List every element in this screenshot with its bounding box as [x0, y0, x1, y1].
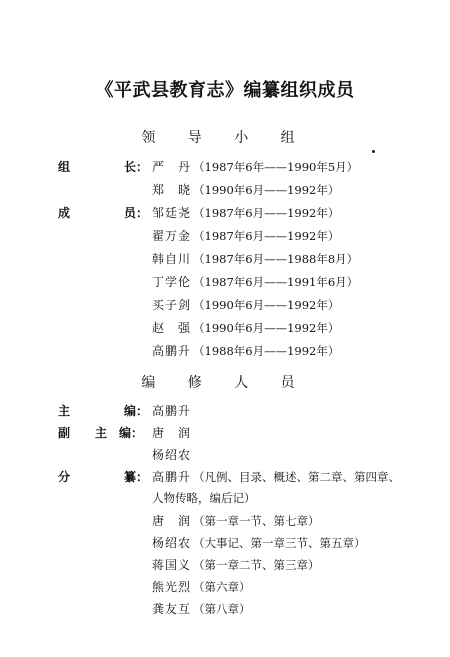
editor-entry: [152, 556, 320, 573]
role-label: 分 纂：: [58, 470, 149, 484]
member-entry: [152, 319, 339, 336]
editor-chapters: （第一章二节、第三章）: [193, 558, 320, 572]
leadership-row: [0, 158, 450, 178]
editor-row: [0, 402, 450, 422]
editor-entry: [152, 446, 191, 463]
editor-row: [0, 490, 450, 510]
editor-entry: [152, 512, 320, 529]
editor-name: 杨绍农: [152, 536, 192, 550]
editor-chapters: （第六章）: [193, 580, 251, 594]
member-name: 郑 晓: [152, 183, 192, 197]
member-term: （1987年6月——1991年6月）: [193, 275, 359, 289]
editor-name: 唐 润: [152, 426, 192, 440]
editor-name: 蒋国义: [152, 558, 192, 572]
editor-name: 龚友互: [152, 602, 192, 616]
member-entry: [152, 227, 339, 244]
member-name: 买子剑: [152, 298, 192, 312]
editor-entry: [152, 424, 191, 441]
member-term: （1987年6月——1992年）: [193, 229, 340, 243]
editor-entry: [152, 578, 251, 595]
editor-row: [0, 468, 450, 488]
leadership-row: [0, 250, 450, 270]
member-name: 韩自川: [152, 252, 192, 266]
member-term: （1990年6月——1992年）: [193, 183, 340, 197]
editor-row: [0, 600, 450, 620]
member-term: （1988年6月——1992年）: [193, 344, 340, 358]
speck-mark: [372, 150, 375, 153]
editor-row: [0, 446, 450, 466]
page-title: 《平武县教育志》编纂组织成员: [95, 80, 355, 101]
member-term: （1987年6月——1992年）: [193, 206, 340, 220]
leadership-row: [0, 273, 450, 293]
editor-name: 高鹏升: [152, 470, 192, 484]
editor-chapters: （第一章一节、第七章）: [193, 514, 320, 528]
editor-chapters: 人物传略，编后记）: [152, 491, 256, 505]
leadership-row: [0, 181, 450, 201]
leadership-row: [0, 319, 450, 339]
member-term: （1990年6月——1992年）: [193, 321, 340, 335]
editor-row: [0, 512, 450, 532]
member-name: 高鹏升: [152, 344, 192, 358]
member-name: 丁学伦: [152, 275, 192, 289]
leadership-row: [0, 204, 450, 224]
editor-entry: [152, 600, 251, 617]
role-label: 组 长：: [58, 160, 149, 174]
editor-name: 杨绍农: [152, 448, 192, 462]
leadership-row: [0, 227, 450, 247]
editor-chapters: （大事记、第一章三节、第五章）: [193, 536, 366, 550]
editor-name: 唐 润: [152, 514, 192, 528]
editor-entry: [152, 402, 191, 419]
editor-entry: [152, 490, 256, 506]
member-name: 邹廷尧: [152, 206, 192, 220]
member-entry: [152, 204, 339, 221]
editor-row: [0, 534, 450, 554]
editor-row: [0, 424, 450, 444]
member-name: 严 丹: [152, 160, 192, 174]
leadership-row: [0, 296, 450, 316]
member-entry: [152, 250, 358, 267]
editor-entry: [152, 534, 366, 551]
member-term: （1990年6月——1992年）: [193, 298, 340, 312]
member-entry: [152, 158, 358, 175]
section-heading-editors: 编 修 人 员: [141, 375, 309, 391]
member-entry: [152, 273, 358, 290]
editor-chapters: （第八章）: [193, 602, 251, 616]
editor-entry: [152, 468, 400, 485]
section-heading-leadership: 领 导 小 组: [141, 130, 309, 146]
role-label: 副 主 编：: [58, 426, 144, 440]
member-term: （1987年6年——1990年5月）: [193, 160, 359, 174]
leadership-row: [0, 342, 450, 362]
editor-row: [0, 578, 450, 598]
editor-name: 熊光烈: [152, 580, 192, 594]
member-entry: [152, 296, 339, 313]
member-term: （1987年6月——1988年8月）: [193, 252, 359, 266]
editor-chapters: （凡例、目录、概述、第二章、第四章、: [193, 470, 401, 484]
member-name: 赵 强: [152, 321, 192, 335]
editor-name: 高鹏升: [152, 404, 192, 418]
editor-row: [0, 556, 450, 576]
role-label: 成 员：: [58, 206, 149, 220]
member-entry: [152, 181, 339, 198]
role-label: 主 编：: [58, 404, 149, 418]
member-entry: [152, 342, 339, 359]
member-name: 翟万金: [152, 229, 192, 243]
